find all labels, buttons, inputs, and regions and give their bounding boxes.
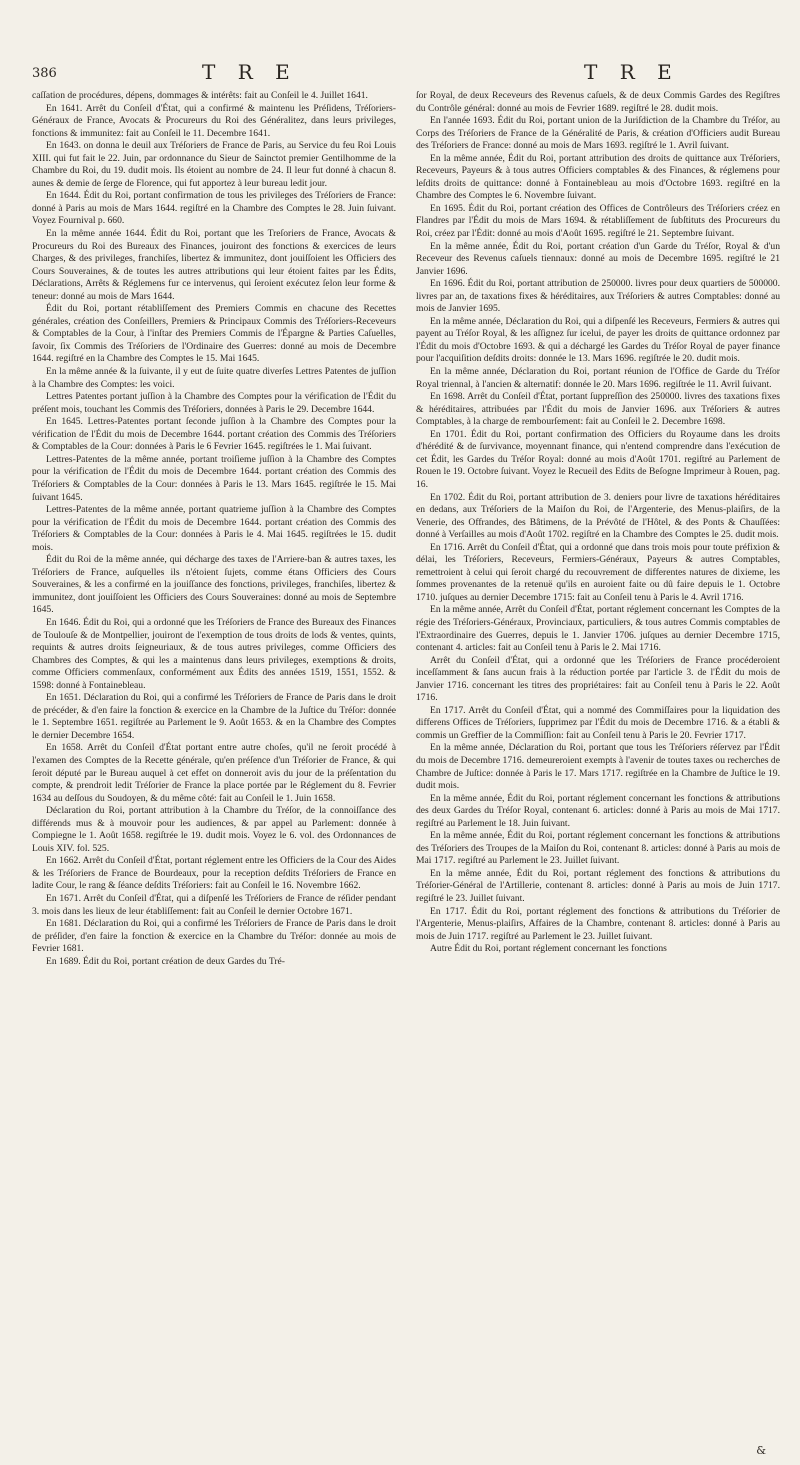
- paragraph: En la même année 1644. Édit du Roi, portant que les Treſoriers de France, Avocats & Procureurs du Roi des Bureaux des Finances, jouiront des fonctions & exercices de leurs Charges, & des privileges, franchiſes, libertez & immunitez, dont jouiſſoient les Officiers des Cours Souveraines, & de toutes les autres attributions qui leur étoient faites par les Édits, Déclarations, Arrêts & Réglemens fur ce intervenus, qui ſeroient exécutez ſelon leur forme & teneur: donné au mois de Mars 1644.: [32, 228, 396, 302]
- paragraph: En 1717. Édit du Roi, portant réglement des fonctions & attributions du Tréſorier de l'Argenterie, Menus-plaiſirs, Affaires de la Chambre, contenant 8. articles: donné à Paris au mois de Juin 1717. regiſtré au Parlement le 23. Juillet ſuivant.: [416, 905, 780, 942]
- paragraph: En l'année 1693. Édit du Roi, portant union de la Juriſdiction de la Chambre du Tréſor, au Corps des Tréſoriers de France de la Généralité de Paris, & création d'Officiers audit Bureau des Tréſoriers de France: donné au mois de Mars 1693. regiſtré le 1. Avril ſuivant.: [416, 115, 780, 152]
- paragraph: En 1641. Arrêt du Conſeil d'État, qui a confirmé & maintenu les Préſidens, Tréſoriers-Généraux de France, Avocats & Procureurs du Roi des Généralitez, dans leurs privileges, fonctions & immunitez: fait au Conſeil le 11. Decembre 1641.: [32, 102, 396, 139]
- paragraph: En la même année, Édit du Roi, portant attribution des droits de quittance aux Tréſoriers, Receveurs, Payeurs & à tous autres Officiers comptables & des Finances, & réglemens pour leſdits droits de quittance: donné à Fontainebleau au mois d'Octobre 1693. regiſtré en la Chambre des Comptes le 6. Novembre ſuivant.: [416, 152, 780, 202]
- paragraph: En 1717. Arrêt du Conſeil d'État, qui a nommé des Commiſſaires pour la liquidation des differens Offices de Tréſoriers, ſupprimez par l'Édit du mois de Decembre 1716. & a établi & commis un Greffier de la Commiſſion: fait au Conſeil tenu à Paris le 20. Fevrier 1717.: [416, 704, 780, 741]
- paragraph: En la même année, Édit du Roi, portant création d'un Garde du Tréſor, Royal & d'un Receveur des Revenus caſuels tiennaux: donné au mois de Decembre 1695. regiſtré le 21 Janvier 1696.: [416, 240, 780, 277]
- paragraph: En 1681. Déclaration du Roi, qui a confirmé les Tréſoriers de France de Paris dans le droit de préſider, d'en faire la fonction & exercice en la Chambre du Tréſor: donnée au mois de Fevrier 1681.: [32, 918, 396, 955]
- paragraph: Édit du Roi, portant rétabliſſement des Premiers Commis en chacune des Recettes générales, création des Conſeillers, Premiers & Principaux Commis des Tréſoriers-Receveurs & Comptables de la Cour, à l'inſtar des Premiers Commis de l'Épargne & Parties Caſuelles, ſavoir, ſix Commis des Tréſoriers de l'Ordinaire des Guerres: donné au mois de Decembre 1644. regiſtré en la Chambre des Comptes le 15. Mai 1645.: [32, 303, 396, 365]
- paragraph: Édit du Roi de la même année, qui décharge des taxes de l'Arriere-ban & autres taxes, les Tréſoriers de France, auſquelles ils n'étoient ſujets, comme étans Officiers des Cours Souveraines, & les a confirmé en la jouiſſance des fonctions, privileges, franchiſes, libertez & immunitez, dont jouiſſoient les Officiers des Cours Souveraines: donné au mois de Septembre 1645.: [32, 554, 396, 616]
- page-header: [32, 60, 766, 88]
- paragraph: En la même année, Édit du Roi, portant réglement concernant les fonctions & attributions des deux Gardes du Tréſor Royal, contenant 6. articles: donné à Paris au mois de Mai 1717. regiſtré au Parlement le 18. Juin ſuivant.: [416, 792, 780, 829]
- paragraph: En 1702. Édit du Roi, portant attribution de 3. deniers pour livre de taxations héréditaires en dedans, aux Tréſoriers de la Maiſon du Roi, de l'Argenterie, des Menus-plaiſirs, de la Venerie, des Offrandes, des Bâtimens, de la Prévôté de l'Hôtel, & des Ponts & Chauſſées: donné à Verſailles au mois d'Août 1702. regiſtré en la Chambre des Comptes le 25. dudit mois.: [416, 491, 780, 541]
- page-number: 386: [32, 66, 57, 81]
- paragraph: caſſation de procédures, dépens, dommages & intérêts: fait au Conſeil le 4. Juillet 1641.: [32, 90, 368, 101]
- paragraph: En 1646. Édit du Roi, qui a ordonné que les Tréſoriers de France des Bureaux des Finances de Toulouſe & de Montpellier, jouiront de l'exemption de tous droits de lods & ventes, quints, requints & autres droits ſeigneuriaux, & de tous autres privileges, comme Officiers des Chambres des Comptes, & qui les a maintenus dans leurs privileges, exemptions & droits, comme Officiers commenſaux, conformément aux Édits des années 1519, 1551, 1552. & 1598: donné à Fontainebleau.: [32, 616, 396, 691]
- paragraph: En 1651. Déclaration du Roi, qui a confirmé les Tréſoriers de France de Paris dans le droit de précéder, & d'en faire la fonction & exercice en la Chambre de la Juſtice du Tréſor: donnée le 1. Septembre 1651. regiſtrée au Parlement le 9. Août 1653. & en la Chambre des Comptes le dernier Decembre 1654.: [32, 692, 396, 741]
- catchword: &: [756, 1444, 766, 1457]
- paragraph: En 1662. Arrêt du Conſeil d'État, portant réglement entre les Officiers de la Cour des Aides & les Tréſoriers de France de Bourdeaux, pour la reception deſdits Tréſoriers de France en ladite Cour, le rang & ſéance deſdits Tréſoriers: fait au Conſeil le 16. Novembre 1662.: [32, 855, 396, 892]
- paragraph: En 1695. Édit du Roi, portant création des Offices de Contrôleurs des Tréſoriers créez en Flandres par l'Édit du mois de Mars 1694. & rétabliſſement de ſubſtituts des Procureurs du Roi, créez par l'Édit: donné au mois d'Août 1695. regiſtré le 21. Septembre ſuivant.: [416, 202, 780, 240]
- paragraph: En 1689. Édit du Roi, portant création de deux Gardes du Tré-: [46, 955, 286, 967]
- paragraph: En 1671. Arrêt du Conſeil d'État, qui a diſpenſé les Tréſoriers de France de réſider pendant 3. mois dans les lieux de leur établiſſement: fait au Conſeil le dernier Octobre 1671.: [32, 893, 396, 917]
- paragraph: En la même année, Édit du Roi, portant réglement concernant les fonctions & attributions des Tréſoriers des Troupes de la Maiſon du Roi, contenant 8. articles: donné à Paris au mois de Mai 1717. regiſtré au Parlement le 23. Juillet ſuivant.: [416, 830, 780, 867]
- paragraph: En 1696. Édit du Roi, portant attribution de 250000. livres pour deux quartiers de 500000. livres par an, de taxations fixes & héréditaires, aux Tréſoriers & autres Comptables: donné au mois de Janvier 1695.: [416, 278, 780, 315]
- running-head-right: T R E: [584, 60, 680, 84]
- paragraph: En 1716. Arrêt du Conſeil d'État, qui a ordonné que dans trois mois pour toute préfixion & délai, les Tréſoriers, Receveurs, Fermiers-Généraux, Payeurs & autres Comptables, remettroient à celui qui ſeroit chargé du recouvrement de differentes natures de dixieme, les ſommes provenantes de la retenuë qu'ils en auroient faite ou dû faire depuis le 1. Octobre 1710. juſques au dernier Decembre 1715: fait au Conſeil tenu à Paris le 4. Avril 1716.: [416, 541, 780, 603]
- paragraph: En 1643. on donna le deuil aux Tréſoriers de France de Paris, au Service du feu Roi Louis XIII. qui fut fait le 22. Juin, par ordonnance du Sieur de Sainctot premier Gentilhomme de la Chambre du Roi, du 19. dudit mois. Ils étoient au nombre de 24. Il leur fut donné à chacun 8. aunes & demie de ſerge de Florence, qui fut apportez à leur bureau ledit jour.: [32, 140, 396, 189]
- paragraph: En la même année, Déclaration du Roi, qui a diſpenſé les Receveurs, Fermiers & autres qui payent au Tréſor Royal, & les aſſignez ſur icelui, de payer les droits de quittance ordonnez par l'Édit du mois d'Octobre 1693. & qui a déchargé les Gardes du Tréſor Royal de payer finance pour l'acquiſition deſdits droits: donnée le 13. Mars 1696. regiſtrée le 20. dudit mois.: [416, 315, 780, 365]
- paragraph: En la même année, Déclaration du Roi, portant réunion de l'Office de Garde du Tréſor Royal triennal, à l'ancien & alternatif: donnée le 20. Mars 1696. regiſtrée le 11. Avril ſuivant.: [416, 366, 780, 390]
- paragraph: En la même année & la ſuivante, il y eut de ſuite quatre diverſes Lettres Patentes de juſſion à la Chambre des Comptes: les voici.: [32, 366, 396, 390]
- paragraph: En 1658. Arrêt du Conſeil d'État portant entre autre choſes, qu'il ne ſeroit procédé à l'examen des Comptes de la Recette générale, qu'en préſence d'un Tréſorier de France, & qui ſeroit député par le Bureau auquel à cet effet on donneroit avis du jour de la préſentation du compte, & prendroit ledit Tréſorier de France la place portée par le Réglement du 8. Fevrier 1634 au deſſous du Soudoyen, & du même côté: fait au Conſeil le 1. Juin 1658.: [32, 742, 396, 804]
- paragraph: Arrêt du Conſeil d'État, qui a ordonné que les Tréſoriers de France procéderoient inceſſamment & ſans aucun frais à la réduction portée par l'article 3. de l'Édit du mois de Janvier 1716. concernant les titres des propriétaires: fait au Conſeil tenu à Paris le 22. Août 1716.: [416, 654, 780, 704]
- paragraph: En 1698. Arrêt du Conſeil d'État, portant ſuppreſſion des 250000. livres des taxations fixes & héréditaires, attribuées par l'Édit du mois de Janvier 1696. aux Tréſoriers & autres Comptables, à la charge de rembourſement: fait au Conſeil le 2. Decembre 1698.: [416, 391, 780, 428]
- paragraph: ſor Royal, de deux Receveurs des Revenus caſuels, & de deux Commis Gardes des Regiſtres du Contrôle général: donné au mois de Fevrier 1689. regiſtré le 28. dudit mois.: [416, 90, 780, 114]
- paragraph: Lettres-Patentes de la même année, portant troiſieme juſſion à la Chambre des Comptes pour la vérification de l'Édit du mois de Decembre 1644. portant création des Commis des Tréſoriers & Comptables de la Cour: données à Paris le 13. Mars 1645. regiſtrée le 15. Mai ſuivant 1645.: [32, 453, 396, 503]
- paragraph: En 1645. Lettres-Patentes portant ſeconde juſſion à la Chambre des Comptes pour la vérification de l'Édit du mois de Decembre 1644. portant création des Commis des Tréſoriers & Comptables de la Cour: données à Paris le 6 Fevrier 1645. regiſtrées le 1. Mai ſuivant.: [32, 416, 396, 453]
- paragraph: En la même année, Arrêt du Conſeil d'État, portant réglement concernant les Comptes de la régie des Tréſoriers-Généraux, Provinciaux, particuliers, & tous autres Commis comptables de l'Extraordinaire des Guerres, depuis le 1. Janvier 1706. juſques au dernier Decembre 1715, contenant 4. articles: fait au Conſeil tenu à Paris le 2. Mai 1716.: [416, 604, 780, 654]
- left-column: [32, 90, 396, 968]
- paragraph: Lettres-Patentes de la même année, portant quatrieme juſſion à la Chambre des Comptes pour la vérification de l'Édit du mois de Decembre 1644. portant création des Commis des Tréſoriers & Comptables de la Cour: données à Paris le 4. Mai 1645. regiſtrées le 15. dudit mois.: [32, 504, 396, 553]
- paragraph: Lettres Patentes portant juſſion à la Chambre des Comptes pour la vérification de l'Édit du préſent mois, touchant les Commis des Tréſoriers, données à Paris le 29. Decembre 1644.: [32, 391, 396, 415]
- paragraph: Autre Édit du Roi, portant réglement concernant les fonctions: [430, 943, 667, 955]
- running-head-left: T R E: [202, 60, 298, 84]
- right-column: [416, 90, 780, 956]
- paragraph: En 1701. Édit du Roi, portant confirmation des Officiers du Royaume dans les droits d'hérédité & de ſurvivance, moyennant finance, qui n'entend comprendre dans l'exécution de cet Édit, les Gardes du Tréſor Royal: donné au mois d'Août 1701. regiſtré au Parlement de Rouen le 19. Octobre ſuivant. Voyez le Recueil des Edits de Beſogne Imprimeur à Rouen, pag. 16.: [416, 428, 780, 490]
- paragraph: En la même année, Édit du Roi, portant réglement des fonctions & attributions du Tréſorier-Général de l'Artillerie, contenant 8. articles: donné à Paris au mois de Juin 1717. regiſtré le 23. Juillet ſuivant.: [416, 867, 780, 904]
- paragraph: En 1644. Édit du Roi, portant confirmation de tous les privileges des Tréſoriers de France: donné à Paris au mois de Mars 1644. regiſtré en la Chambre des Comptes le 28. Juin ſuivant. Voyez Fournival p. 660.: [32, 190, 396, 227]
- paragraph: En la même année, Déclaration du Roi, portant que tous les Tréſoriers réſervez par l'Édit du mois de Decembre 1716. demeureroient exempts à l'avenir de toutes taxes ou recherches de Chambre de Juſtice: donnée à Paris le 17. Mars 1717. regiſtrée en la Chambre de Juſtice le 19. dudit mois.: [416, 742, 780, 792]
- paragraph: Déclaration du Roi, portant attribution à la Chambre du Tréſor, de la connoiſſance des différends mus & à mouvoir pour les audiences, & par appel au Parlement: donnée à Compiegne le 1. Août 1658. regiſtrée le 19. dudit mois. Voyez le 6. vol. des Ordonnances de Louis XIV. fol. 525.: [32, 805, 396, 854]
